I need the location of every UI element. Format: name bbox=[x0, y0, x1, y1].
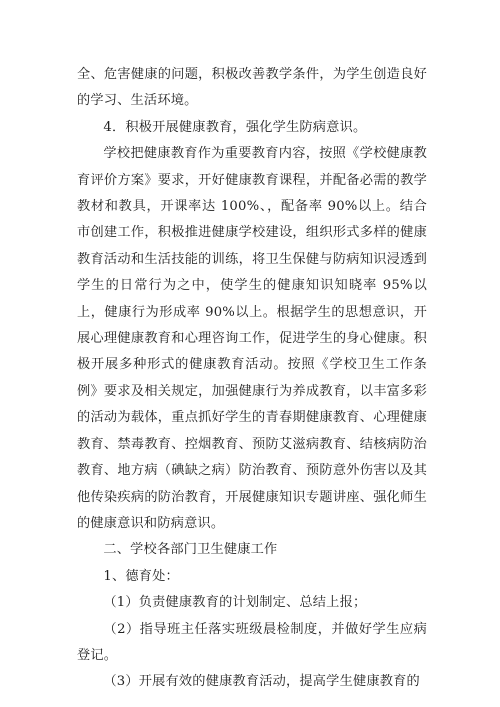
paragraph-environment: 全、危害健康的问题，积极改善教学条件，为学生创造良好的学习、生活环境。 bbox=[77, 67, 427, 109]
section-heading-departments: 二、学校各部门卫生健康工作 bbox=[103, 542, 278, 558]
section-heading-health-education: 4．积极开展健康教育，强化学生防病意识。 bbox=[103, 119, 367, 135]
subheading-moral-education-office: 1、德育处： bbox=[103, 568, 179, 584]
document-body bbox=[77, 62, 427, 696]
list-item-morning-check: （2）指导班主任落实班级晨检制度，并做好学生应病登记。 bbox=[77, 621, 427, 663]
list-item-plan: （1）负责健康教育的计划制定、总结上报； bbox=[103, 595, 367, 611]
paragraph-health-education: 学校把健康教育作为重要教育内容，按照《学校健康教育评价方案》要求，开好健康教育课程，并配备必需的教学教材和教具，开课率达 100%、，配备率 90%以上。结合市创建工作，积极推进健康学校建设，组织形式多样的健康教育活动和生活技能的训练，将卫生保健与防病知识浸透到学生的日常行为之中，使学生的健康知识知晓率 95%以上，健康行为形成率 90%以上。根据学生的思想意识，开展心理健康教育和心理咨询工作，促进学生的身心健康。积极开展多种形式的健康教育活动。按照《学校卫生工作条例》要求及相关规定，加强健康行为养成教育，以丰富多彩的活动为载体，重点抓好学生的青春期健康教育、心理健康教育、禁毒教育、控烟教育、预防艾滋病教育、结核病防治教育、地方病（碘缺之病）防治教育、预防意外伤害以及其他传染疾病的防治教育，开展健康知识专题讲座、强化师生的健康意识和防病意识。 bbox=[77, 146, 427, 531]
list-item-activities: （3）开展有效的健康教育活动，提高学生健康教育的 bbox=[103, 674, 420, 690]
